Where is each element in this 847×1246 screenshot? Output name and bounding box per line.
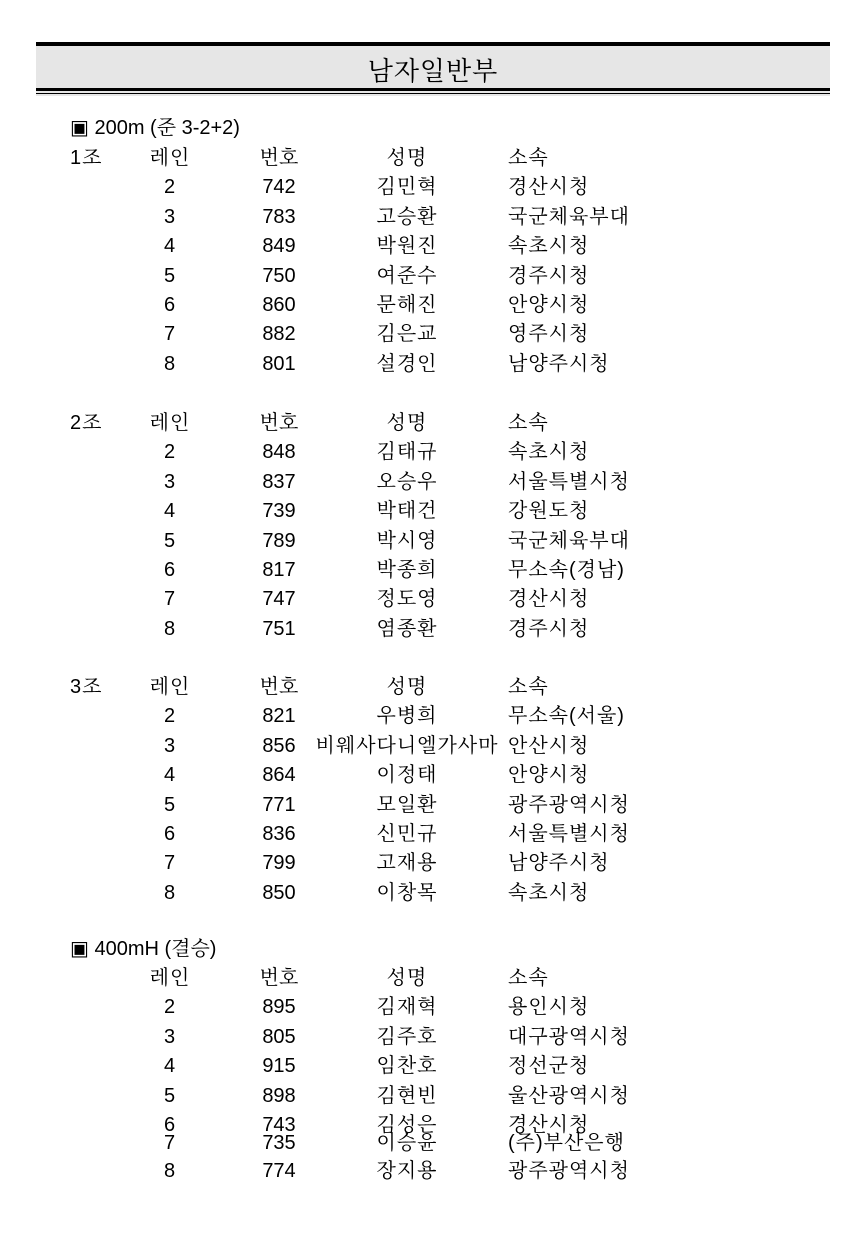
entry-row: [0, 468, 847, 497]
lane-value: 5: [163, 530, 177, 552]
team-name: 울산광역시청: [508, 1085, 630, 1107]
bib-number: 837: [262, 471, 296, 493]
team-name: 광주광역시청: [508, 1160, 630, 1182]
lane-header: 레인: [149, 412, 191, 434]
name-header: 성명: [386, 147, 428, 169]
entry-row: [0, 1157, 847, 1186]
team-name: 광주광역시청: [508, 794, 630, 816]
bib-number: 864: [262, 764, 296, 786]
lane-value: 5: [163, 1085, 177, 1107]
name-header: 성명: [386, 676, 428, 698]
team-name: 안양시청: [508, 764, 590, 786]
team-name: 속초시청: [508, 441, 590, 463]
lane-value: 8: [163, 353, 177, 375]
entry-row: [0, 879, 847, 908]
entry-row: [0, 1129, 847, 1158]
lane-value: 4: [163, 1055, 177, 1077]
team-header: 소속: [508, 412, 549, 434]
lane-value: 4: [163, 235, 177, 257]
name-header: 성명: [386, 412, 428, 434]
team-name: 속초시청: [508, 235, 590, 257]
entry-row: [0, 732, 847, 761]
bib-number: 850: [262, 882, 296, 904]
team-name: 대구광역시청: [508, 1026, 630, 1048]
lane-value: 8: [163, 1160, 177, 1182]
lane-value: 7: [163, 852, 177, 874]
team-name: 서울특별시청: [508, 823, 630, 845]
lane-value: 3: [163, 1026, 177, 1048]
team-name: 용인시청: [508, 996, 590, 1018]
number-header: 번호: [259, 147, 299, 169]
athlete-name: 김주호: [376, 1026, 438, 1048]
entry-row: [0, 1052, 847, 1081]
lane-value: 6: [163, 1114, 177, 1136]
bib-number: 799: [262, 852, 296, 874]
lane-value: 3: [163, 471, 177, 493]
athlete-name: 박태건: [376, 500, 438, 522]
bib-number: 739: [262, 500, 296, 522]
bib-number: 750: [262, 265, 296, 287]
team-name: (주)부산은행: [508, 1132, 625, 1154]
bib-number: 771: [262, 794, 296, 816]
column-header-row: [0, 409, 847, 438]
entry-row: [0, 320, 847, 349]
athlete-name: 우병희: [376, 705, 438, 727]
team-header: 소속: [508, 676, 549, 698]
lane-value: 4: [163, 500, 177, 522]
group-label: 2조: [70, 412, 103, 434]
bib-number: 774: [262, 1160, 296, 1182]
team-name: 경산시청: [508, 1114, 590, 1136]
lane-value: 8: [163, 618, 177, 640]
bib-number: 895: [262, 996, 296, 1018]
athlete-name: 박시영: [376, 530, 438, 552]
bib-number: 836: [262, 823, 296, 845]
entry-row: [0, 1023, 847, 1052]
section-title: ▣ 200m (준 3-2+2): [70, 117, 240, 139]
entry-row: [0, 232, 847, 261]
team-name: 경산시청: [508, 176, 590, 198]
title-rule-thin: [36, 93, 830, 94]
athlete-name: 김은교: [376, 323, 438, 345]
team-name: 서울특별시청: [508, 471, 630, 493]
team-name: 안양시청: [508, 294, 590, 316]
athlete-name: 김현빈: [376, 1085, 438, 1107]
team-name: 속초시청: [508, 882, 590, 904]
athlete-name: 임찬호: [376, 1055, 438, 1077]
bib-number: 805: [262, 1026, 296, 1048]
team-name: 경주시청: [508, 618, 590, 640]
lane-value: 2: [163, 996, 177, 1018]
team-header: 소속: [508, 967, 549, 989]
athlete-name: 박종희: [376, 559, 438, 581]
bib-number: 856: [262, 735, 296, 757]
bib-number: 742: [262, 176, 296, 198]
entry-row: [0, 350, 847, 379]
lane-value: 8: [163, 882, 177, 904]
team-name: 경주시청: [508, 265, 590, 287]
lane-value: 7: [163, 323, 177, 345]
lane-value: 7: [163, 588, 177, 610]
athlete-name: 박원진: [376, 235, 438, 257]
lane-value: 5: [163, 794, 177, 816]
entry-row: [0, 585, 847, 614]
entry-row: [0, 791, 847, 820]
team-name: 안산시청: [508, 735, 590, 757]
entry-row: [0, 497, 847, 526]
entry-row: [0, 527, 847, 556]
column-header-row: [0, 144, 847, 173]
athlete-name: 이창목: [376, 882, 438, 904]
team-name: 강원도청: [508, 500, 590, 522]
bib-number: 882: [262, 323, 296, 345]
athlete-name: 여준수: [376, 265, 438, 287]
lane-value: 2: [163, 705, 177, 727]
bib-number: 821: [262, 705, 296, 727]
section-title: ▣ 400mH (결승): [70, 938, 217, 960]
team-name: 국군체육부대: [508, 206, 630, 228]
team-name: 영주시청: [508, 323, 590, 345]
lane-header: 레인: [149, 147, 191, 169]
name-header: 성명: [386, 967, 428, 989]
entry-row: [0, 849, 847, 878]
athlete-name: 신민규: [376, 823, 438, 845]
entry-row: [0, 291, 847, 320]
lane-header: 레인: [149, 967, 191, 989]
bib-number: 751: [262, 618, 296, 640]
athlete-name: 비웨사다니엘가사마: [315, 735, 499, 757]
lane-value: 2: [163, 441, 177, 463]
bib-number: 801: [262, 353, 296, 375]
bib-number: 747: [262, 588, 296, 610]
athlete-name: 이승윤: [376, 1132, 438, 1154]
lane-value: 7: [163, 1132, 177, 1154]
entry-row: [0, 262, 847, 291]
bib-number: 743: [262, 1114, 296, 1136]
bib-number: 848: [262, 441, 296, 463]
team-name: 남양주시청: [508, 353, 610, 375]
team-header: 소속: [508, 147, 549, 169]
athlete-name: 오승우: [376, 471, 438, 493]
entry-row: [0, 1082, 847, 1111]
title-rule: [36, 88, 830, 91]
bib-number: 915: [262, 1055, 296, 1077]
column-header-row: [0, 673, 847, 702]
athlete-name: 김민혁: [376, 176, 438, 198]
athlete-name: 염종환: [376, 618, 438, 640]
entry-row: [0, 438, 847, 467]
lane-value: 3: [163, 735, 177, 757]
entry-row: [0, 820, 847, 849]
team-name: 무소속(서울): [508, 705, 625, 727]
lane-value: 5: [163, 265, 177, 287]
lane-value: 6: [163, 559, 177, 581]
entry-row: [0, 556, 847, 585]
team-name: 남양주시청: [508, 852, 610, 874]
athlete-name: 설경인: [376, 353, 438, 375]
number-header: 번호: [259, 967, 299, 989]
lane-value: 3: [163, 206, 177, 228]
group-label: 1조: [70, 147, 103, 169]
athlete-name: 장지용: [376, 1160, 438, 1182]
team-name: 무소속(경남): [508, 559, 625, 581]
athlete-name: 이정태: [376, 764, 438, 786]
number-header: 번호: [259, 412, 299, 434]
athlete-name: 김태규: [376, 441, 438, 463]
bib-number: 783: [262, 206, 296, 228]
entry-row: [0, 702, 847, 731]
entry-row: [0, 203, 847, 232]
team-name: 정선군청: [508, 1055, 590, 1077]
lane-value: 6: [163, 294, 177, 316]
athlete-name: 김성은: [376, 1114, 438, 1136]
athlete-name: 모일환: [376, 794, 438, 816]
lane-value: 4: [163, 764, 177, 786]
team-name: 국군체육부대: [508, 530, 630, 552]
column-header-row: [0, 964, 847, 993]
bib-number: 789: [262, 530, 296, 552]
lane-value: 2: [163, 176, 177, 198]
entry-row: [0, 173, 847, 202]
bib-number: 735: [262, 1132, 296, 1154]
entry-row: [0, 993, 847, 1022]
group-label: 3조: [70, 676, 103, 698]
entry-row: [0, 615, 847, 644]
athlete-name: 정도영: [376, 588, 438, 610]
lane-header: 레인: [149, 676, 191, 698]
lane-value: 6: [163, 823, 177, 845]
entry-row: [0, 761, 847, 790]
bib-number: 849: [262, 235, 296, 257]
page-title: 남자일반부: [367, 56, 499, 86]
athlete-name: 김재혁: [376, 996, 438, 1018]
athlete-name: 고재용: [376, 852, 438, 874]
athlete-name: 문해진: [376, 294, 438, 316]
athlete-name: 고승환: [376, 206, 438, 228]
bib-number: 898: [262, 1085, 296, 1107]
team-name: 경산시청: [508, 588, 590, 610]
bib-number: 860: [262, 294, 296, 316]
bib-number: 817: [262, 559, 296, 581]
number-header: 번호: [259, 676, 299, 698]
